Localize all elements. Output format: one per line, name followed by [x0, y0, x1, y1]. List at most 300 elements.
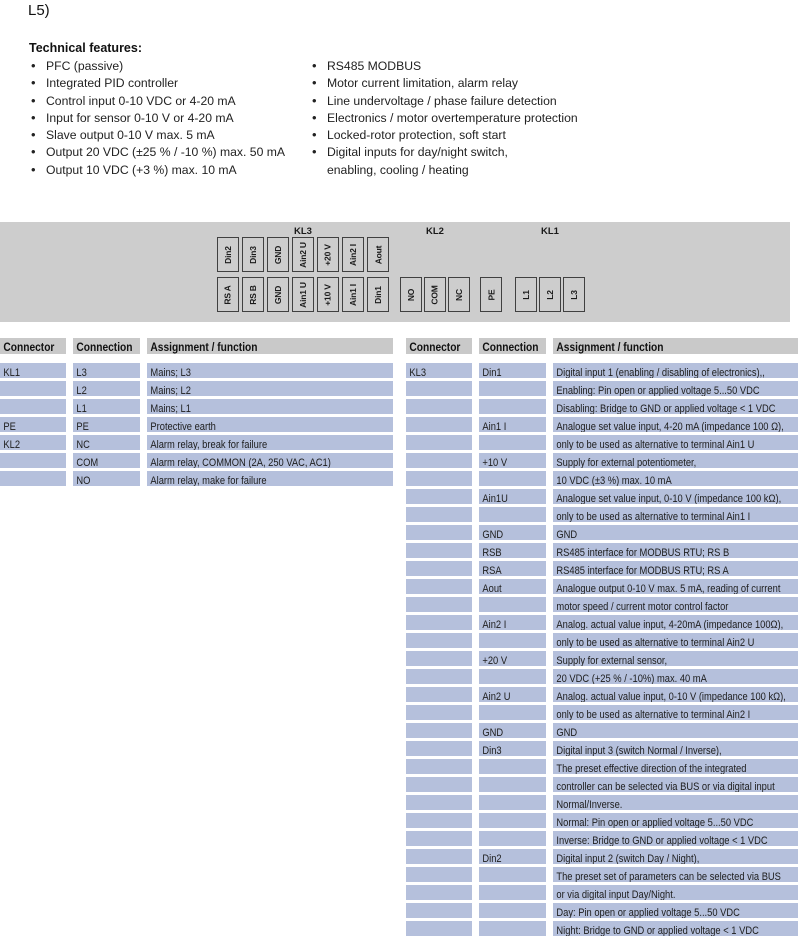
table-cell — [479, 597, 546, 612]
table-row — [406, 795, 798, 810]
feature-item: • Line undervoltage / phase failure detection — [312, 92, 557, 108]
bullet-icon: • — [312, 144, 317, 160]
table-cell — [553, 813, 798, 828]
table-cell-text: Alarm relay, make for failure — [150, 475, 267, 486]
table-cell — [406, 543, 472, 558]
bullet-icon: • — [31, 109, 36, 125]
table-cell — [479, 705, 546, 720]
table-cell — [479, 759, 546, 774]
table-cell — [553, 363, 798, 378]
kl3-terminal — [217, 277, 239, 312]
bullet-icon: • — [31, 75, 36, 91]
table-cell-text: Protective earth — [150, 421, 216, 432]
terminal-label: +10 V — [323, 283, 334, 306]
table-cell — [553, 849, 798, 864]
feature-item: • Output 20 VDC (±25 % / -10 %) max. 50 mA — [31, 144, 286, 160]
table-cell — [0, 435, 66, 450]
table-cell-text: NC — [76, 439, 90, 450]
table-cell — [406, 471, 472, 486]
table-cell — [553, 903, 798, 918]
header-cell — [406, 338, 472, 354]
features-heading: Technical features: — [29, 41, 143, 55]
table-cell — [553, 831, 798, 846]
table-row — [406, 579, 798, 594]
table-cell — [479, 525, 546, 540]
table-cell-text: Ain2 U — [482, 691, 511, 702]
table-cell-text: Mains; L3 — [150, 367, 191, 378]
table-cell — [479, 615, 546, 630]
table-row — [406, 831, 798, 846]
table-row — [0, 417, 393, 432]
table-cell — [406, 795, 472, 810]
table-cell — [0, 381, 66, 396]
kl3-terminal — [267, 237, 289, 272]
table-cell — [406, 399, 472, 414]
table-cell — [553, 687, 798, 702]
table-cell-text: Ain1U — [482, 493, 508, 504]
table-cell-text: The preset effective direction of the integrated — [556, 763, 747, 774]
table-cell-text: only to be used as alternative to terminal Ain2 I — [556, 709, 751, 720]
feature-item: • Motor current limitation, alarm relay — [312, 75, 518, 91]
table-row — [406, 597, 798, 612]
table-row — [406, 705, 798, 720]
table-cell-text: NO — [76, 475, 91, 486]
table-row — [406, 471, 798, 486]
table-cell — [73, 417, 140, 432]
table-row — [0, 363, 393, 378]
table-header-row — [0, 338, 393, 354]
bullet-icon: • — [31, 127, 36, 143]
kl2-terminal — [448, 277, 470, 312]
feature-item: • Input for sensor 0-10 V or 4-20 mA — [31, 109, 234, 125]
table-row — [406, 867, 798, 882]
terminal-label: L3 — [569, 289, 579, 300]
table-cell — [0, 363, 66, 378]
table-cell — [406, 651, 472, 666]
table-row — [406, 885, 798, 900]
table-row — [0, 435, 393, 450]
table-cell — [553, 399, 798, 414]
table-cell-text: KL1 — [3, 367, 21, 378]
table-cell-text: only to be used as alternative to terminal Ain1 I — [556, 511, 751, 522]
table-cell — [406, 921, 472, 936]
table-cell — [406, 777, 472, 792]
table-cell-text: GND — [556, 529, 578, 540]
table-cell — [479, 687, 546, 702]
table-cell — [147, 417, 393, 432]
table-cell-text: L2 — [76, 385, 87, 396]
table-row — [406, 777, 798, 792]
table-cell-text: controller can be selected via BUS or via digital input — [556, 781, 775, 792]
table-cell-text: Aout — [482, 583, 502, 594]
table-cell-text: +20 V — [482, 655, 508, 666]
table-cell — [479, 363, 546, 378]
bullet-icon: • — [31, 92, 36, 108]
terminal-label: RS B — [247, 284, 258, 305]
table-row — [406, 903, 798, 918]
kl2-group-label: KL2 — [426, 226, 444, 237]
table-cell — [553, 597, 798, 612]
table-row — [406, 723, 798, 738]
table-cell — [479, 435, 546, 450]
table-cell — [553, 651, 798, 666]
table-cell — [406, 849, 472, 864]
table-cell — [553, 525, 798, 540]
feature-item: • Locked-rotor protection, soft start — [312, 127, 506, 143]
table-cell — [553, 795, 798, 810]
table-cell-text: PE — [3, 421, 16, 432]
kl3-terminal — [242, 237, 264, 272]
table-cell — [479, 777, 546, 792]
table-cell — [553, 417, 798, 432]
table-cell — [553, 381, 798, 396]
table-cell — [479, 417, 546, 432]
table-cell — [479, 579, 546, 594]
table-cell-text: RSA — [482, 565, 502, 576]
table-cell-text: PE — [76, 421, 89, 432]
kl2-terminal — [424, 277, 446, 312]
table-cell — [0, 417, 66, 432]
table-cell-text: Day: Pin open or applied voltage 5...50 VDC — [556, 907, 740, 918]
table-cell — [553, 705, 798, 720]
table-cell-text: L1 — [76, 403, 87, 414]
terminal-label: GND — [272, 245, 283, 264]
table-cell — [406, 867, 472, 882]
table-cell-text: Ain2 I — [482, 619, 507, 630]
table-cell — [553, 777, 798, 792]
terminal-label: Ain2 U — [298, 241, 309, 268]
table-cell — [479, 507, 546, 522]
table-cell-text: Enabling: Pin open or applied voltage 5...50 VDC — [556, 385, 760, 396]
table-cell — [406, 579, 472, 594]
table-cell — [406, 687, 472, 702]
table-cell — [553, 453, 798, 468]
table-cell — [147, 399, 393, 414]
header-cell-text: Connection — [76, 340, 133, 354]
table-row — [0, 399, 393, 414]
table-cell — [553, 759, 798, 774]
table-row — [406, 759, 798, 774]
table-cell — [73, 471, 140, 486]
table-cell-text: Normal/Inverse. — [556, 799, 623, 810]
terminal-label: L1 — [521, 289, 531, 300]
table-cell-text: Digital input 1 (enabling / disabling of electronics),, — [556, 367, 765, 378]
table-cell-text: +10 V — [482, 457, 508, 468]
kl3-terminal — [317, 237, 339, 272]
table-cell — [479, 471, 546, 486]
table-cell — [147, 381, 393, 396]
table-cell — [479, 885, 546, 900]
table-cell — [553, 669, 798, 684]
table-cell — [406, 741, 472, 756]
table-row — [406, 651, 798, 666]
table-cell-text: RSB — [482, 547, 502, 558]
table-cell — [553, 615, 798, 630]
table-cell — [406, 597, 472, 612]
table-cell — [479, 399, 546, 414]
table-cell — [553, 507, 798, 522]
bullet-icon: • — [312, 75, 317, 91]
table-row — [406, 813, 798, 828]
table-cell — [406, 435, 472, 450]
terminal-label: Aout — [373, 245, 383, 264]
table-cell — [553, 471, 798, 486]
header-cell — [479, 338, 546, 354]
table-row — [0, 453, 393, 468]
header-cell-text: Assignment / function — [556, 340, 664, 354]
table-header-row — [406, 338, 798, 354]
table-cell — [479, 867, 546, 882]
kl3-terminal — [242, 277, 264, 312]
terminal-diagram — [0, 222, 790, 322]
terminal-label: COM — [429, 284, 440, 305]
feature-item: • Digital inputs for day/night switch, — [312, 144, 508, 160]
table-cell-text: Supply for external potentiometer, — [556, 457, 697, 468]
table-cell-text: Supply for external sensor, — [556, 655, 668, 666]
pe-terminal — [480, 277, 502, 312]
feature-item: • Electronics / motor overtemperature protection — [312, 109, 578, 125]
table-cell — [147, 453, 393, 468]
table-cell — [479, 489, 546, 504]
feature-item: • Output 10 VDC (+3 %) max. 10 mA — [31, 161, 237, 177]
terminal-label: +20 V — [323, 243, 334, 266]
table-cell — [73, 363, 140, 378]
table-cell-text: only to be used as alternative to terminal Ain2 U — [556, 637, 755, 648]
table-cell-text: Alarm relay, COMMON (2A, 250 VAC, AC1) — [150, 457, 331, 468]
table-cell — [479, 921, 546, 936]
header-cell — [0, 338, 66, 354]
table-cell — [479, 453, 546, 468]
table-cell — [553, 723, 798, 738]
table-cell — [553, 489, 798, 504]
kl3-terminal — [217, 237, 239, 272]
table-row — [406, 417, 798, 432]
table-cell — [479, 795, 546, 810]
table-row — [406, 921, 798, 936]
table-cell — [553, 885, 798, 900]
table-cell-text: Digital input 2 (switch Day / Night), — [556, 853, 700, 864]
table-cell-text: Night: Bridge to GND or applied voltage < 1 VDC — [556, 925, 759, 936]
terminal-label: NC — [453, 288, 464, 301]
kl3-terminal — [292, 277, 314, 312]
table-cell — [406, 759, 472, 774]
table-cell — [479, 561, 546, 576]
table-row — [406, 525, 798, 540]
table-cell — [406, 489, 472, 504]
kl3-terminal — [317, 277, 339, 312]
header-cell-text: Connector — [3, 340, 55, 354]
table-cell-text: GND — [482, 529, 504, 540]
table-cell — [479, 651, 546, 666]
header-cell — [147, 338, 393, 354]
terminal-label: Ain1 I — [348, 283, 359, 306]
kl3-terminal — [342, 277, 364, 312]
table-cell — [406, 561, 472, 576]
table-cell — [553, 867, 798, 882]
table-row — [406, 633, 798, 648]
kl2-terminal — [400, 277, 422, 312]
table-cell-text: Din3 — [482, 745, 502, 756]
table-cell — [0, 399, 66, 414]
table-cell — [73, 381, 140, 396]
feature-item: enabling, cooling / heating — [327, 162, 469, 177]
table-row — [406, 399, 798, 414]
table-row — [406, 453, 798, 468]
table-cell — [73, 453, 140, 468]
table-cell-text: 20 VDC (+25 % / -10%) max. 40 mA — [556, 673, 707, 684]
table-cell-text: KL2 — [3, 439, 21, 450]
header-cell — [73, 338, 140, 354]
table-cell — [406, 525, 472, 540]
table-cell — [406, 885, 472, 900]
table-cell — [479, 813, 546, 828]
table-row — [0, 471, 393, 486]
table-cell — [73, 435, 140, 450]
kl1-group-label: KL1 — [541, 226, 559, 237]
terminal-label: RS A — [222, 284, 233, 305]
table-cell — [406, 381, 472, 396]
table-cell — [73, 399, 140, 414]
bullet-icon: • — [312, 109, 317, 125]
table-cell — [479, 831, 546, 846]
terminal-label: NO — [405, 288, 416, 301]
header-cell-text: Assignment / function — [150, 340, 258, 354]
table-cell — [553, 561, 798, 576]
table-cell-text: 10 VDC (±3 %) max. 10 mA — [556, 475, 672, 486]
table-cell-text: Analogue set value input, 0-10 V (impedance 100 kΩ), — [556, 493, 782, 504]
table-row — [406, 489, 798, 504]
table-cell — [406, 507, 472, 522]
table-cell — [479, 633, 546, 648]
table-row — [0, 381, 393, 396]
feature-item: • Control input 0-10 VDC or 4-20 mA — [31, 92, 236, 108]
table-row — [406, 363, 798, 378]
kl3-terminal — [367, 237, 389, 272]
table-cell-text: only to be used as alternative to terminal Ain1 U — [556, 439, 755, 450]
table-cell-text: RS485 interface for MODBUS RTU; RS B — [556, 547, 730, 558]
table-cell-text: Inverse: Bridge to GND or applied voltage < 1 VDC — [556, 835, 768, 846]
table-cell — [147, 363, 393, 378]
terminal-label: L2 — [545, 289, 555, 300]
table-cell-text: Mains; L2 — [150, 385, 191, 396]
table-row — [406, 543, 798, 558]
terminal-label: Din3 — [248, 245, 258, 264]
table-cell — [406, 363, 472, 378]
table-cell-text: Normal: Pin open or applied voltage 5...50 VDC — [556, 817, 754, 828]
features-list-right — [310, 58, 630, 179]
feature-item: • PFC (passive) — [31, 58, 124, 73]
table-cell-text: GND — [556, 727, 578, 738]
table-cell — [479, 669, 546, 684]
table-cell — [553, 579, 798, 594]
table-row — [406, 669, 798, 684]
bullet-icon: • — [31, 161, 36, 177]
table-cell-text: Analogue set value input, 4-20 mA (impedance 100 Ω), — [556, 421, 784, 432]
left-connector-table — [0, 338, 393, 489]
table-row — [406, 687, 798, 702]
table-cell — [553, 633, 798, 648]
table-cell-text: Analog. actual value input, 0-10 V (impedance 100 kΩ), — [556, 691, 786, 702]
header-cell-text: Connection — [482, 340, 539, 354]
right-connector-table — [406, 338, 798, 939]
table-cell — [406, 669, 472, 684]
table-row — [406, 561, 798, 576]
terminal-label: Din1 — [373, 285, 383, 304]
table-cell-text: Din2 — [482, 853, 502, 864]
table-cell-text: Din1 — [482, 367, 502, 378]
kl3-terminal — [267, 277, 289, 312]
kl3-group-label: KL3 — [294, 226, 312, 237]
kl1-terminal — [563, 277, 585, 312]
table-cell-text: or via digital input Day/Night. — [556, 889, 676, 900]
table-cell-text: Analog. actual value input, 4-20mA (impedance 100Ω), — [556, 619, 784, 630]
table-cell-text: Alarm relay, break for failure — [150, 439, 268, 450]
kl1-terminal — [539, 277, 561, 312]
kl3-terminal — [367, 277, 389, 312]
table-cell-text: Digital input 3 (switch Normal / Inverse), — [556, 745, 722, 756]
kl3-terminal — [342, 237, 364, 272]
table-cell — [406, 723, 472, 738]
bullet-icon: • — [312, 127, 317, 143]
kl1-terminal — [515, 277, 537, 312]
table-cell-text: RS485 interface for MODBUS RTU; RS A — [556, 565, 729, 576]
bullet-icon: • — [312, 58, 317, 73]
features-list-left — [29, 58, 309, 179]
table-cell — [406, 417, 472, 432]
table-cell — [479, 849, 546, 864]
page-label: L5) — [28, 2, 50, 19]
table-row — [406, 615, 798, 630]
header-cell-text: Connector — [409, 340, 461, 354]
table-row — [406, 849, 798, 864]
table-cell-text: GND — [482, 727, 504, 738]
bullet-icon: • — [31, 58, 36, 73]
table-cell-text: Mains; L1 — [150, 403, 191, 414]
table-cell-text: motor speed / current motor control factor — [556, 601, 729, 612]
terminal-label: Ain1 U — [298, 281, 309, 308]
table-row — [406, 507, 798, 522]
table-row — [406, 741, 798, 756]
terminal-label: PE — [485, 289, 496, 300]
table-cell — [479, 723, 546, 738]
table-cell — [406, 831, 472, 846]
table-cell — [406, 903, 472, 918]
bullet-icon: • — [312, 92, 317, 108]
kl3-terminal — [292, 237, 314, 272]
table-cell — [479, 903, 546, 918]
table-cell — [553, 435, 798, 450]
table-cell — [406, 633, 472, 648]
table-cell-text: Disabling: Bridge to GND or applied voltage < 1 VDC — [556, 403, 776, 414]
table-cell — [479, 543, 546, 558]
table-cell — [553, 741, 798, 756]
table-cell — [406, 453, 472, 468]
table-cell-text: Analogue output 0-10 V max. 5 mA, reading of current — [556, 583, 781, 594]
table-cell-text: KL3 — [409, 367, 427, 378]
table-cell — [0, 453, 66, 468]
table-cell — [147, 471, 393, 486]
table-cell — [553, 543, 798, 558]
table-cell — [479, 741, 546, 756]
table-cell-text: The preset set of parameters can be selected via BUS — [556, 871, 781, 882]
terminal-label: Ain2 I — [348, 243, 359, 266]
feature-item: • Slave output 0-10 V max. 5 mA — [31, 127, 215, 143]
table-cell — [0, 471, 66, 486]
terminal-label: GND — [272, 285, 283, 304]
table-cell — [406, 615, 472, 630]
table-cell — [147, 435, 393, 450]
feature-item: • Integrated PID controller — [31, 75, 179, 91]
